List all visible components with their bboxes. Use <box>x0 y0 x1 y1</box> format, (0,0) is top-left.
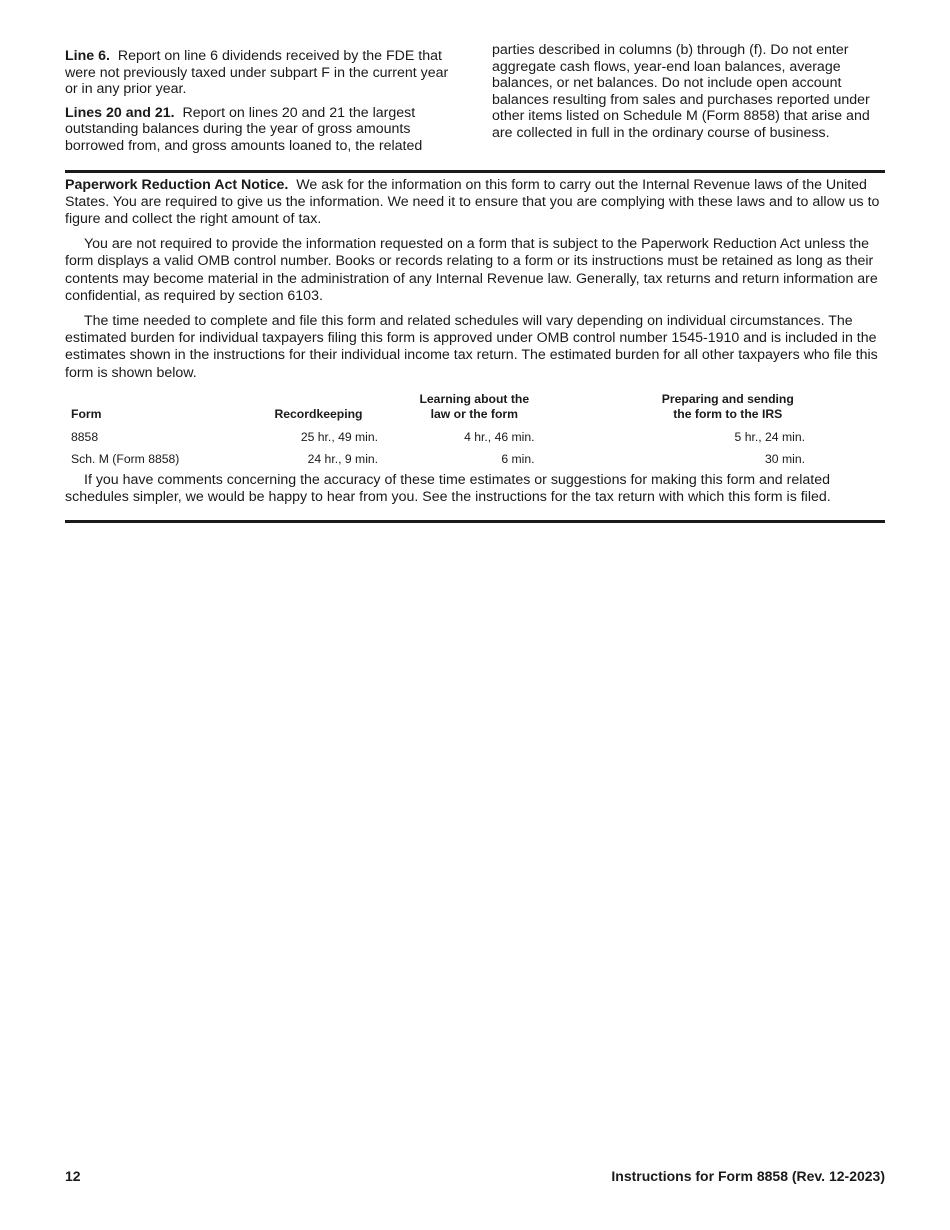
header-preparing: Preparing and sending the form to the IRS <box>661 391 794 422</box>
burden-table-header-row <box>71 392 885 428</box>
left-column <box>65 40 458 162</box>
line6-paragraph <box>65 48 458 98</box>
notice-paragraph-3: The time needed to complete and file this form and related schedules will vary depending on individual circumstances. The estimated burden for individual taxpayers filing this form is approved under OMB control number 1545-1910 and is included in the estimates shown in the instructions for their individual income tax return. The estimated burden for all other taxpayers who file this form is shown below. <box>65 312 878 381</box>
notice-paragraph-2: You are not required to provide the information requested on a form that is subject to the Paperwork Reduction Act unless the form displays a valid OMB control number. Books or records relating to a form or its instructions must be retained as long as their contents may become material in the administration of any Internal Revenue law. Generally, tax returns and return information are confidential, as required by section 6103. <box>65 236 878 304</box>
cell-learning: 6 min. <box>501 451 535 466</box>
cell-preparing: 5 hr., 24 min. <box>734 429 805 444</box>
right-column-text: parties described in columns (b) through (f). Do not enter aggregate cash flows, year-end loan balances, average balances, or net balances. Do not include open account balances resulting from sales and purchases reported under other items listed on Schedule M (Form 8858) that arise and are collected in full in the ordinary course of business. <box>492 42 870 141</box>
header-form: Form <box>71 407 102 422</box>
comments-paragraph: If you have comments concerning the accuracy of these time estimates or suggestions for making this form and related schedules simpler, we would be happy to hear from you. See the instructions for the tax return with which this form is filed. <box>65 471 831 505</box>
notice-heading: Paperwork Reduction Act Notice. <box>65 176 289 193</box>
header-recordkeeping: Recordkeeping <box>274 407 363 422</box>
notice-paragraph-1 <box>65 177 885 229</box>
lines20-21-text: Report on lines 20 and 21 the largest outstanding balances during the year of gross amounts borrowed from, and gross amounts loaned to, the related <box>65 104 423 154</box>
bottom-divider <box>65 520 885 523</box>
header-learning: Learning about the law or the form <box>419 391 530 422</box>
cell-recordkeeping: 25 hr., 49 min. <box>300 429 379 444</box>
cell-learning: 4 hr., 46 min. <box>464 429 535 444</box>
page-number: 12 <box>65 1168 81 1184</box>
lines20-21-heading: Lines 20 and 21. <box>65 104 175 121</box>
document-page <box>65 40 885 523</box>
document-title: Instructions for Form 8858 (Rev. 12-2023) <box>611 1168 885 1184</box>
table-row <box>71 450 885 472</box>
section-divider <box>65 170 885 173</box>
cell-form: Sch. M (Form 8858) <box>71 451 180 466</box>
line6-text: Report on line 6 dividends received by the FDE that were not previously taxed under subpart F in the current year or in any prior year. <box>65 48 449 98</box>
burden-table <box>71 392 885 472</box>
paperwork-notice <box>65 177 885 507</box>
cell-form: 8858 <box>71 429 99 444</box>
notice-p1-text: We ask for the information on this form to carry out the Internal Revenue laws of the United States. You are required to give us the information. We need it to ensure that you are complying with these laws and to allow us to figure and collect the right amount of tax. <box>65 176 880 227</box>
cell-recordkeeping: 24 hr., 9 min. <box>307 451 379 466</box>
table-row <box>71 428 885 450</box>
cell-preparing: 30 min. <box>765 451 805 466</box>
right-column <box>492 40 885 162</box>
page-footer <box>65 1168 885 1184</box>
two-column-section <box>65 40 885 162</box>
lines20-21-paragraph <box>65 105 458 155</box>
line6-heading: Line 6. <box>65 48 110 64</box>
